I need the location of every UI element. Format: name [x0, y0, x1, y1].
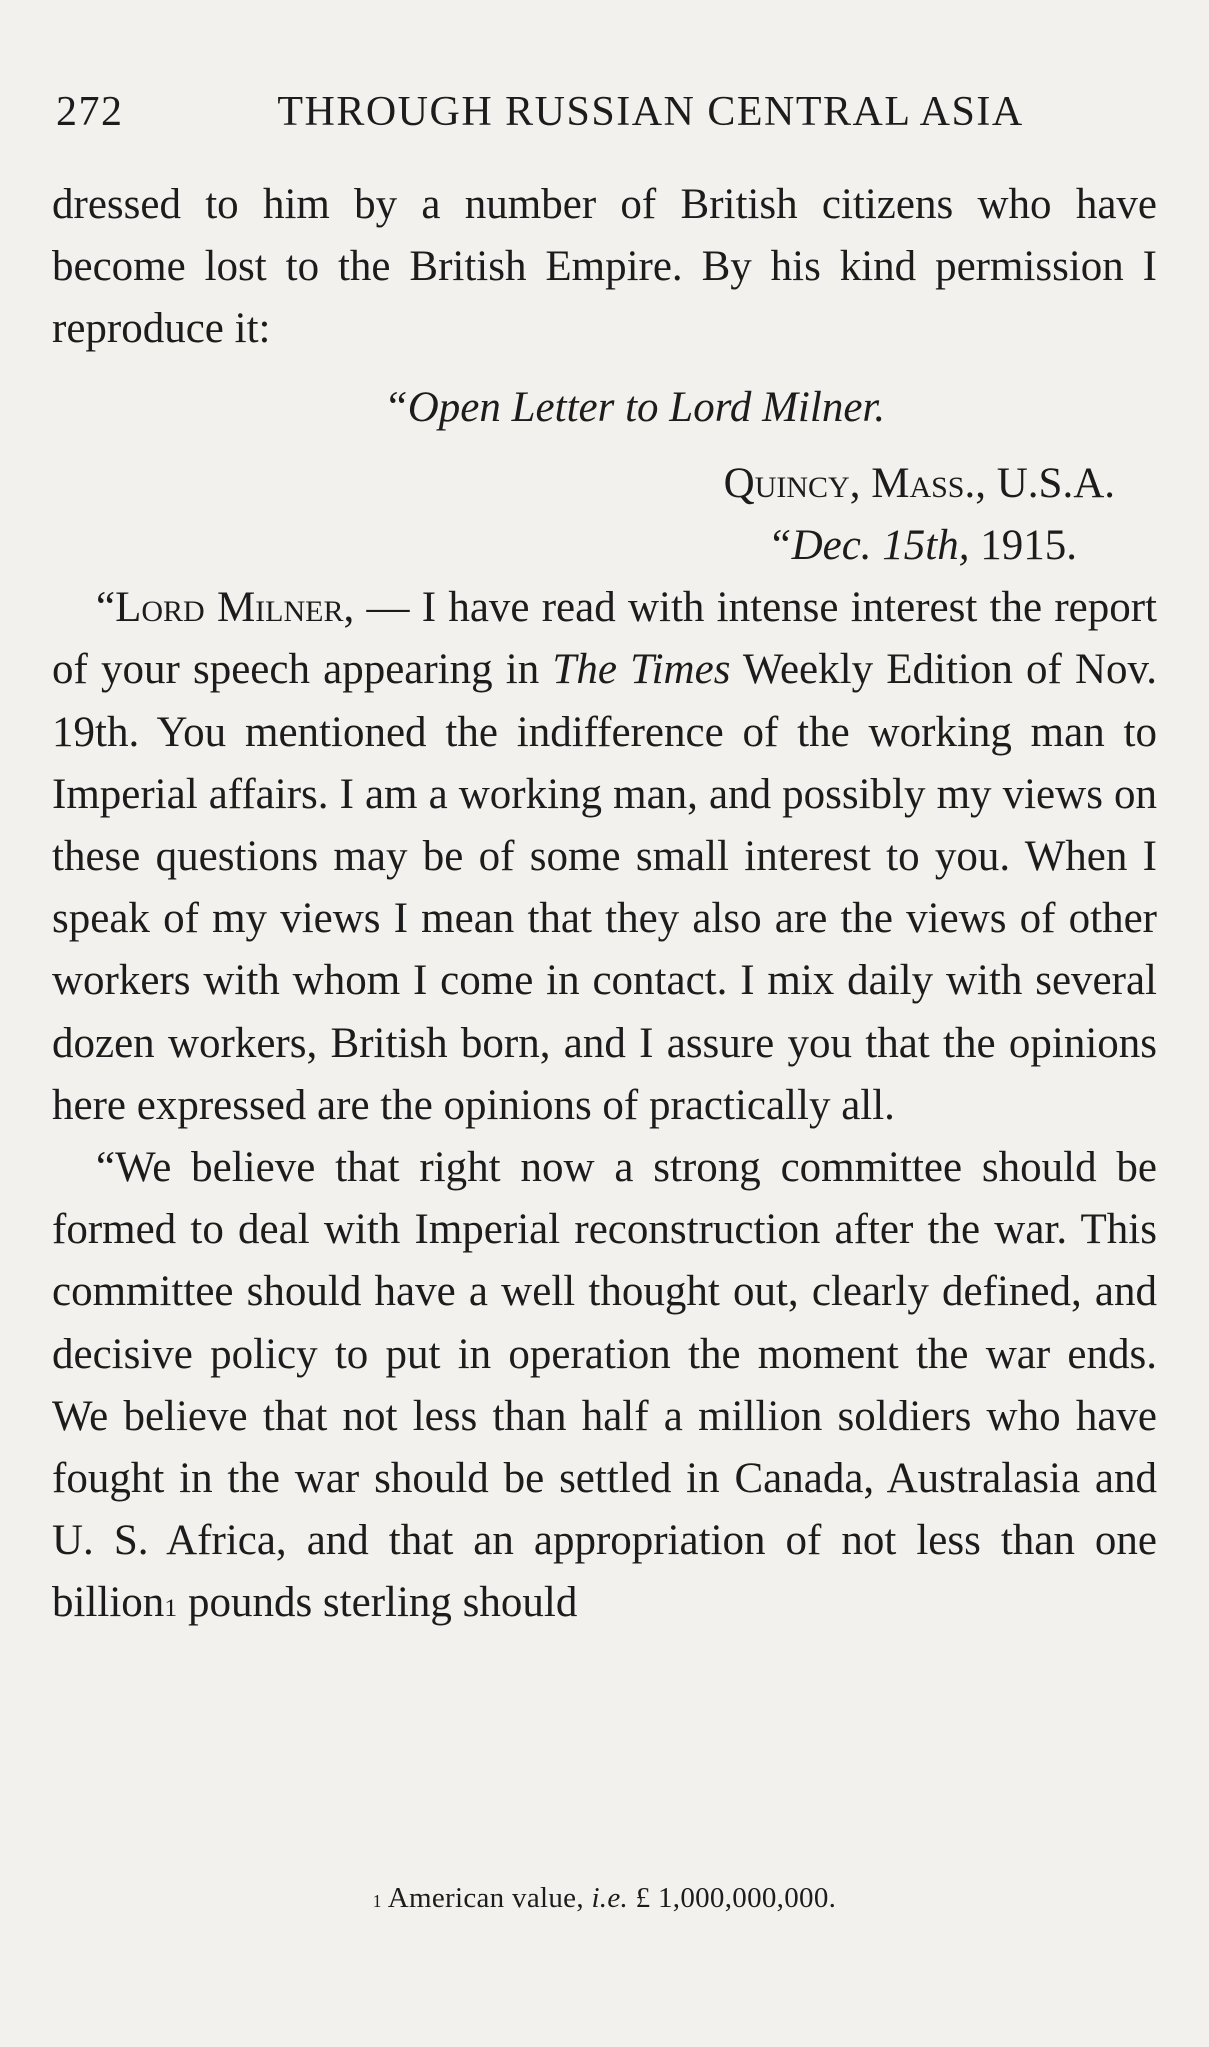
footnote-reference: 1 — [164, 1593, 178, 1623]
footnote-text-b: £ 1,000,000,000. — [628, 1882, 837, 1914]
date-year: 1915. — [969, 522, 1077, 570]
letter-paragraph-1 — [52, 577, 1157, 1137]
para2-text-b: pounds sterling should — [177, 1579, 578, 1627]
letter-date — [52, 515, 1157, 577]
para1-text-a: — I have read with intense interest the report of your speech appearing in — [52, 584, 1157, 694]
date-suffix: th, — [925, 522, 970, 570]
salutation: “Lord Milner, — [96, 584, 355, 632]
para1-text-b: Weekly Edition of Nov. 19th. You mentioned the indifference of the working man to Imperial affairs. I am a working man, and possibly my views on these questions may be of some small interest to you. When I speak of my views I mean that they also are the views of other workers with whom I come in contact. I mix daily with several dozen workers, British born, and I assure you that the opinions here expressed are the opinions of practically all. — [52, 646, 1157, 1129]
intro-paragraph: dressed to him by a number of British citizens who have become lost to the British Empire. By his kind permission I reproduce it: — [52, 181, 1157, 353]
body-text — [52, 174, 1157, 1635]
letter-paragraph-2 — [52, 1137, 1157, 1635]
footnote-marker: 1 — [372, 1891, 382, 1911]
running-head — [52, 88, 1157, 144]
letter-heading: “Open Letter to Lord Milner. — [383, 383, 886, 431]
newspaper-title: The Times — [552, 646, 731, 694]
letter-place: Quincy, Mass., U.S.A. — [723, 459, 1115, 507]
date-prefix: “Dec. 15 — [767, 522, 926, 570]
footnote-text-a: American value, — [381, 1882, 592, 1914]
page-number: 272 — [56, 89, 124, 135]
running-title: THROUGH RUSSIAN CENTRAL ASIA — [277, 89, 1024, 135]
footnote-ie: i.e. — [591, 1882, 629, 1914]
para2-text-a: “We believe that right now a strong committee should be formed to deal with Imperial reconstruction after the war. This committee should have a well thought out, clearly defined, and decisive policy to put in operation the moment the war ends. We believe that not less than half a million soldiers who have fought in the war should be settled in Canada, Australasia and U. S. Africa, and that an appropriation of not less than one billion — [52, 1144, 1157, 1627]
footnote — [0, 1882, 1209, 1915]
